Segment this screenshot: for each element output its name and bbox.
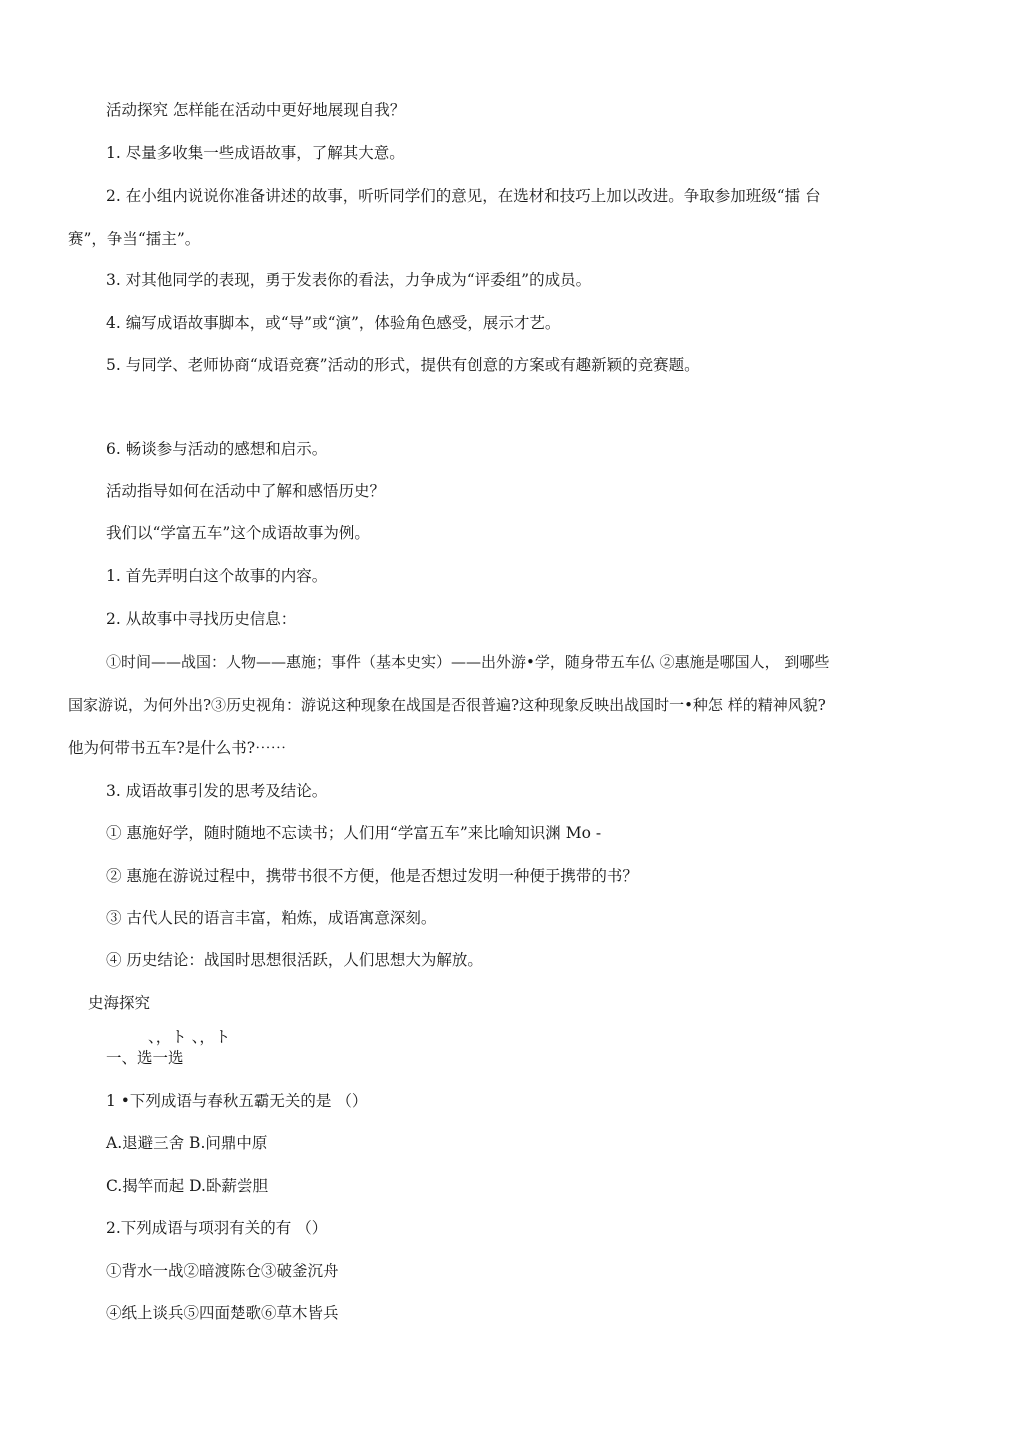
history-info-line-1: ①时间——战国：人物——惠施；事件（基本史实）——出外游•学，随身带五车仏 ②惠施是哪国人， 到哪些 bbox=[106, 653, 830, 671]
conclusion-2: ② 惠施在游说过程中，携带书很不方便，他是否想过发明一种便于携带的书？ bbox=[106, 867, 638, 885]
guide-step-2: 2. 从故事中寻找历史信息： bbox=[106, 610, 297, 628]
guide-step-3: 3. 成语故事引发的思考及结论。 bbox=[106, 782, 328, 800]
explore-item-2: 2. 在小组内说说你准备讲述的故事，听听同学们的意见，在选材和技巧上加以改进。争取参加班级“擂 台 bbox=[106, 187, 821, 205]
history-info-line-3: 他为何带书五车?是什么书?⋯⋯ bbox=[68, 739, 287, 757]
explore-item-1: 1. 尽量多收集一些成语故事，了解其大意。 bbox=[106, 144, 405, 162]
question-2-options-456: ④纸上谈兵⑤四面楚歌⑥草木皆兵 bbox=[106, 1304, 339, 1322]
question-1-options-cd: C.揭竿而起 D.卧薪尝胆 bbox=[106, 1177, 268, 1195]
explore-item-5: 5. 与同学、老师协商“成语竞赛”活动的形式，提供有创意的方案或有趣新颖的竞赛题。 bbox=[106, 356, 700, 374]
conclusion-3: ③ 古代人民的语言丰富，粕炼，成语寓意深刻。 bbox=[106, 909, 437, 927]
question-2-options-123: ①背水一战②暗渡陈仓③破釜沉舟 bbox=[106, 1262, 339, 1280]
section-title: 一、选一选 bbox=[106, 1049, 184, 1067]
explore-item-4: 4. 编写成语故事脚本，或“导”或“演”，体验角色感受，展示才艺。 bbox=[106, 314, 561, 332]
explore-item-6: 6. 畅谈参与活动的感想和启示。 bbox=[106, 440, 328, 458]
stray-marks: 、，ト 、，ト bbox=[148, 1028, 231, 1046]
activity-guide-heading: 活动指导如何在活动中了解和感悟历史？ bbox=[106, 482, 386, 500]
conclusion-1: ① 惠施好学，随时随地不忘读书；人们用“学富五车”来比喻知识渊 Mo - bbox=[106, 824, 602, 842]
history-info-line-2: 国家游说，为何外出?③历史视角：游说这种现象在战国是否很普遍?这种现象反映出战国时一•种怎 样的精神风貌? bbox=[68, 696, 826, 714]
question-1-options-ab: A.退避三舍 B.问鼎中原 bbox=[106, 1134, 268, 1152]
explore-item-2-cont: 赛”，争当“擂主”。 bbox=[68, 230, 201, 248]
guide-step-1: 1. 首先弄明白这个故事的内容。 bbox=[106, 567, 328, 585]
question-2: 2.下列成语与项羽有关的有 （） bbox=[106, 1219, 328, 1237]
guide-intro: 我们以“学富五车”这个成语故事为例。 bbox=[106, 524, 370, 542]
question-1: 1 •下列成语与春秋五霸无关的是 （） bbox=[106, 1092, 368, 1110]
history-explore-heading: 史海探究 bbox=[88, 994, 151, 1012]
conclusion-4: ④ 历史结论：战国时思想很活跃，人们思想大为解放。 bbox=[106, 951, 483, 969]
explore-item-3: 3. 对其他同学的表现，勇于发表你的看法，力争成为“评委组”的成员。 bbox=[106, 271, 592, 289]
activity-explore-heading: 活动探究 怎样能在活动中更好地展现自我？ bbox=[106, 101, 406, 119]
